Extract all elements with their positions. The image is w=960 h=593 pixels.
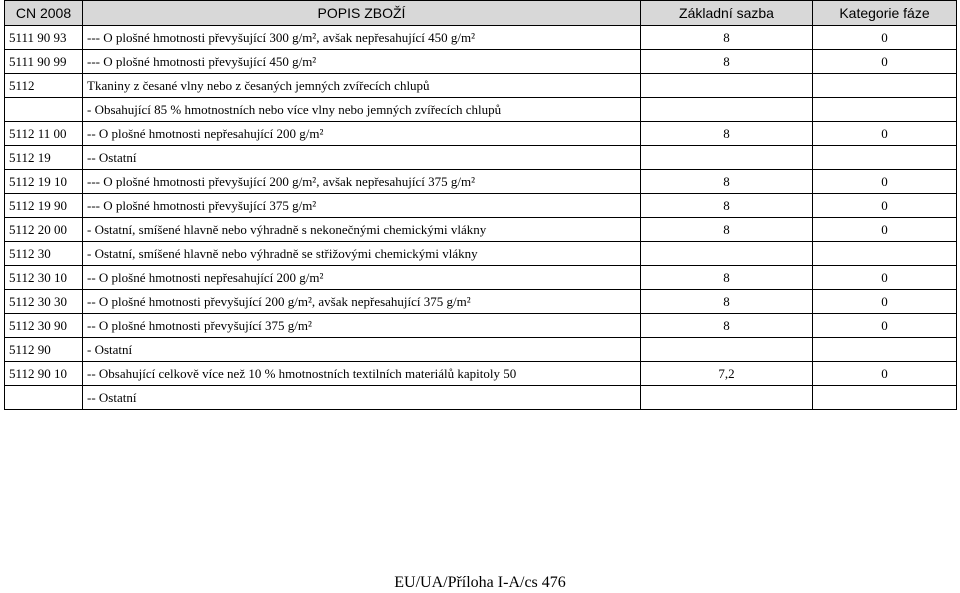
staging-category-cell: 0	[813, 290, 957, 314]
table-row	[5, 242, 957, 266]
base-rate-cell: 8	[641, 50, 813, 74]
description-cell: - Ostatní, smíšené hlavně nebo výhradně se střižovými chemickými vlákny	[83, 242, 641, 266]
base-rate-cell: 8	[641, 170, 813, 194]
cn-code-cell: 5112 90	[5, 338, 83, 362]
table-row	[5, 386, 957, 410]
staging-category-cell: 0	[813, 218, 957, 242]
staging-category-cell: 0	[813, 26, 957, 50]
cn-code-cell	[5, 386, 83, 410]
description-cell: - Obsahující 85 % hmotnostních nebo více vlny nebo jemných zvířecích chlupů	[83, 98, 641, 122]
base-rate-cell: 8	[641, 26, 813, 50]
cn-code-cell: 5112 19	[5, 146, 83, 170]
cn-code-cell: 5111 90 93	[5, 26, 83, 50]
table-row	[5, 194, 957, 218]
base-rate-cell: 7,2	[641, 362, 813, 386]
description-cell: -- O plošné hmotnosti převyšující 200 g/m², avšak nepřesahující 375 g/m²	[83, 290, 641, 314]
description-cell: - Ostatní, smíšené hlavně nebo výhradně s nekonečnými chemickými vlákny	[83, 218, 641, 242]
base-rate-cell: 8	[641, 218, 813, 242]
table-row	[5, 26, 957, 50]
tariff-table	[4, 0, 957, 410]
table-row	[5, 50, 957, 74]
staging-category-cell: 0	[813, 170, 957, 194]
staging-category-cell	[813, 242, 957, 266]
base-rate-cell	[641, 338, 813, 362]
table-row	[5, 122, 957, 146]
table-row	[5, 362, 957, 386]
staging-category-cell	[813, 98, 957, 122]
description-cell: -- O plošné hmotnosti nepřesahující 200 g/m²	[83, 266, 641, 290]
cn-code-cell: 5112	[5, 74, 83, 98]
staging-category-cell: 0	[813, 122, 957, 146]
table-row	[5, 338, 957, 362]
base-rate-cell: 8	[641, 290, 813, 314]
description-cell: -- Ostatní	[83, 386, 641, 410]
cn-code-cell: 5112 19 10	[5, 170, 83, 194]
cn-code-cell	[5, 98, 83, 122]
staging-category-cell	[813, 386, 957, 410]
header-cn-code: CN 2008	[5, 1, 83, 26]
base-rate-cell: 8	[641, 122, 813, 146]
table-row	[5, 98, 957, 122]
base-rate-cell: 8	[641, 314, 813, 338]
staging-category-cell	[813, 146, 957, 170]
staging-category-cell: 0	[813, 314, 957, 338]
staging-category-cell: 0	[813, 362, 957, 386]
base-rate-cell	[641, 146, 813, 170]
table-row	[5, 314, 957, 338]
base-rate-cell	[641, 74, 813, 98]
description-cell: --- O plošné hmotnosti převyšující 450 g/m²	[83, 50, 641, 74]
description-cell: --- O plošné hmotnosti převyšující 200 g/m², avšak nepřesahující 375 g/m²	[83, 170, 641, 194]
cn-code-cell: 5112 30 90	[5, 314, 83, 338]
header-description: POPIS ZBOŽÍ	[83, 1, 641, 26]
staging-category-cell: 0	[813, 266, 957, 290]
staging-category-cell: 0	[813, 50, 957, 74]
cn-code-cell: 5112 30	[5, 242, 83, 266]
base-rate-cell: 8	[641, 266, 813, 290]
description-cell: -- O plošné hmotnosti nepřesahující 200 g/m²	[83, 122, 641, 146]
cn-code-cell: 5112 19 90	[5, 194, 83, 218]
base-rate-cell	[641, 98, 813, 122]
table-row	[5, 146, 957, 170]
description-cell: -- O plošné hmotnosti převyšující 375 g/m²	[83, 314, 641, 338]
cn-code-cell: 5112 90 10	[5, 362, 83, 386]
description-cell: -- Ostatní	[83, 146, 641, 170]
page-footer: EU/UA/Příloha I-A/cs 476	[394, 574, 566, 591]
description-cell: --- O plošné hmotnosti převyšující 300 g/m², avšak nepřesahující 450 g/m²	[83, 26, 641, 50]
description-cell: --- O plošné hmotnosti převyšující 375 g/m²	[83, 194, 641, 218]
table-row	[5, 218, 957, 242]
table-row	[5, 290, 957, 314]
staging-category-cell	[813, 74, 957, 98]
description-cell: Tkaniny z česané vlny nebo z česaných jemných zvířecích chlupů	[83, 74, 641, 98]
table-row	[5, 74, 957, 98]
cn-code-cell: 5112 20 00	[5, 218, 83, 242]
staging-category-cell: 0	[813, 194, 957, 218]
base-rate-cell: 8	[641, 194, 813, 218]
base-rate-cell	[641, 242, 813, 266]
header-staging-category: Kategorie fáze	[813, 1, 957, 26]
header-base-rate: Základní sazba	[641, 1, 813, 26]
cn-code-cell: 5112 30 10	[5, 266, 83, 290]
cn-code-cell: 5112 30 30	[5, 290, 83, 314]
base-rate-cell	[641, 386, 813, 410]
table-body	[5, 26, 957, 410]
description-cell: - Ostatní	[83, 338, 641, 362]
cn-code-cell: 5111 90 99	[5, 50, 83, 74]
cn-code-cell: 5112 11 00	[5, 122, 83, 146]
staging-category-cell	[813, 338, 957, 362]
table-row	[5, 266, 957, 290]
header-row	[5, 1, 957, 26]
description-cell: -- Obsahující celkově více než 10 % hmotnostních textilních materiálů kapitoly 50	[83, 362, 641, 386]
table-row	[5, 170, 957, 194]
